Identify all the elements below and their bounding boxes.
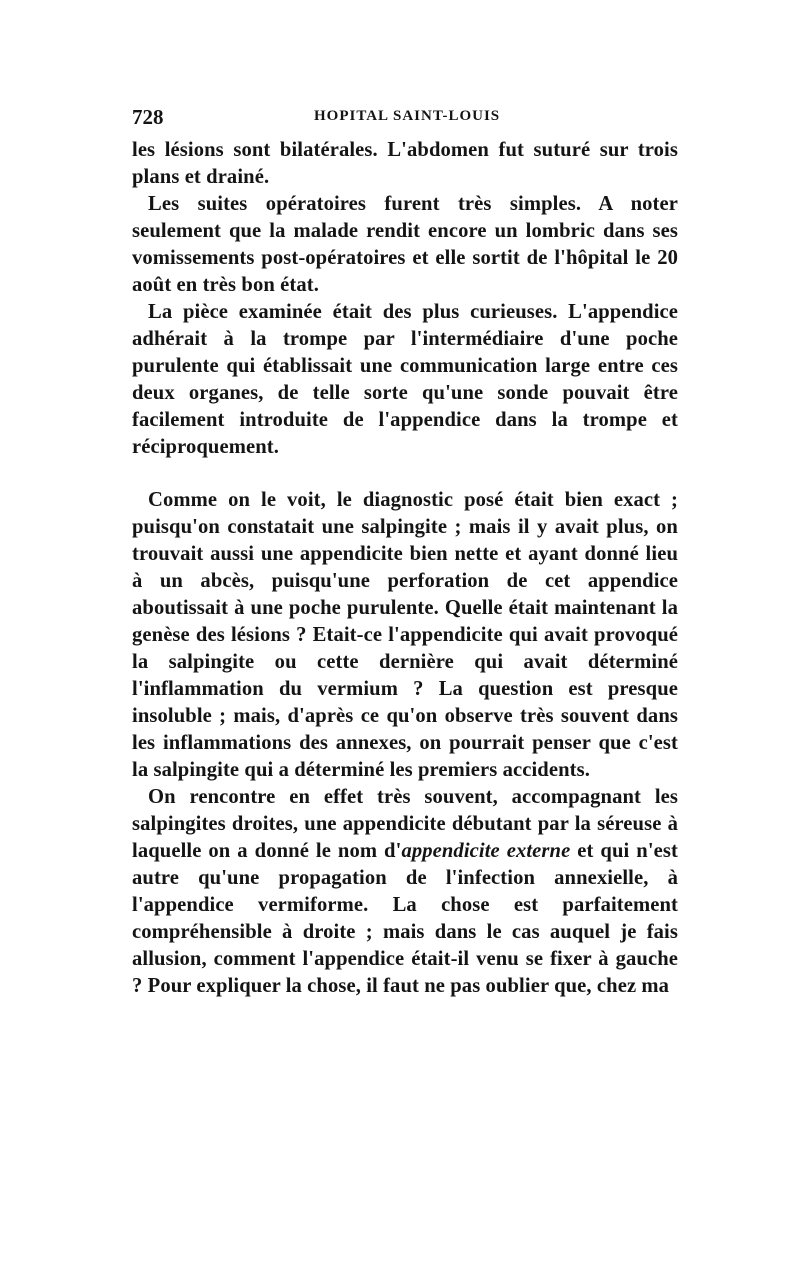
paragraph-2: Les suites opératoires furent très simples. A noter seulement que la malade rendit encore un lombric dans ses vomissements post-opératoires et elle sortit de l'hôpital le 20 août en très bon état. bbox=[132, 193, 678, 296]
running-title: HOPITAL SAINT-LOUIS bbox=[314, 108, 501, 124]
body-text bbox=[132, 137, 678, 1000]
paragraph-4: Comme on le voit, le diagnostic posé était bien exact ; puisqu'on constatait une salpingite ; mais il y avait plus, on trouvait aussi une appendicite bien nette et ayant donné lieu à un abcès, puisqu'une perforation de cet appendice aboutissait à une poche purulente. Quelle était maintenant la genèse des lésions ? Etait-ce l'appendicite qui avait provoqué la salpingite ou cette dernière qui avait déterminé l'inflammation du vermium ? La question est presque insoluble ; mais, d'après ce qu'on observe très souvent dans les inflammations des annexes, on pourrait penser que c'est la salpingite qui a déterminé les premiers accidents. bbox=[132, 489, 678, 781]
page-number: 728 bbox=[132, 105, 164, 129]
book-page bbox=[132, 105, 678, 1000]
paragraph-5-italic-term: appendicite externe bbox=[401, 840, 571, 862]
paragraph-5-text-before: On rencontre en effet très souvent, accompagnant les salpingites droites, une appendicite débutant par la séreuse à laquelle on a donné le nom d' bbox=[132, 786, 678, 862]
paragraph-5 bbox=[132, 784, 678, 1000]
paragraph-3: La pièce examinée était des plus curieuses. L'appendice adhérait à la trompe par l'intermédiaire d'une poche purulente qui établissait une communication large entre ces deux organes, de telle sorte qu'une sonde pouvait être facilement introduite de l'appendice dans la trompe et réciproquement. bbox=[132, 301, 678, 458]
running-head bbox=[132, 105, 678, 137]
paragraph-1: les lésions sont bilatérales. L'abdomen fut suturé sur trois plans et drainé. bbox=[132, 139, 678, 188]
paragraph-5-text-after: et qui n'est autre qu'une propagation de l'infection annexielle, à l'appendice vermiforme. La chose est parfaitement compréhensible à droite ; mais dans le cas auquel je fais allusion, comment l'appendice était-il venu se fixer à gauche ? Pour expliquer la chose, il faut ne pas oublier que, chez ma bbox=[132, 840, 678, 997]
